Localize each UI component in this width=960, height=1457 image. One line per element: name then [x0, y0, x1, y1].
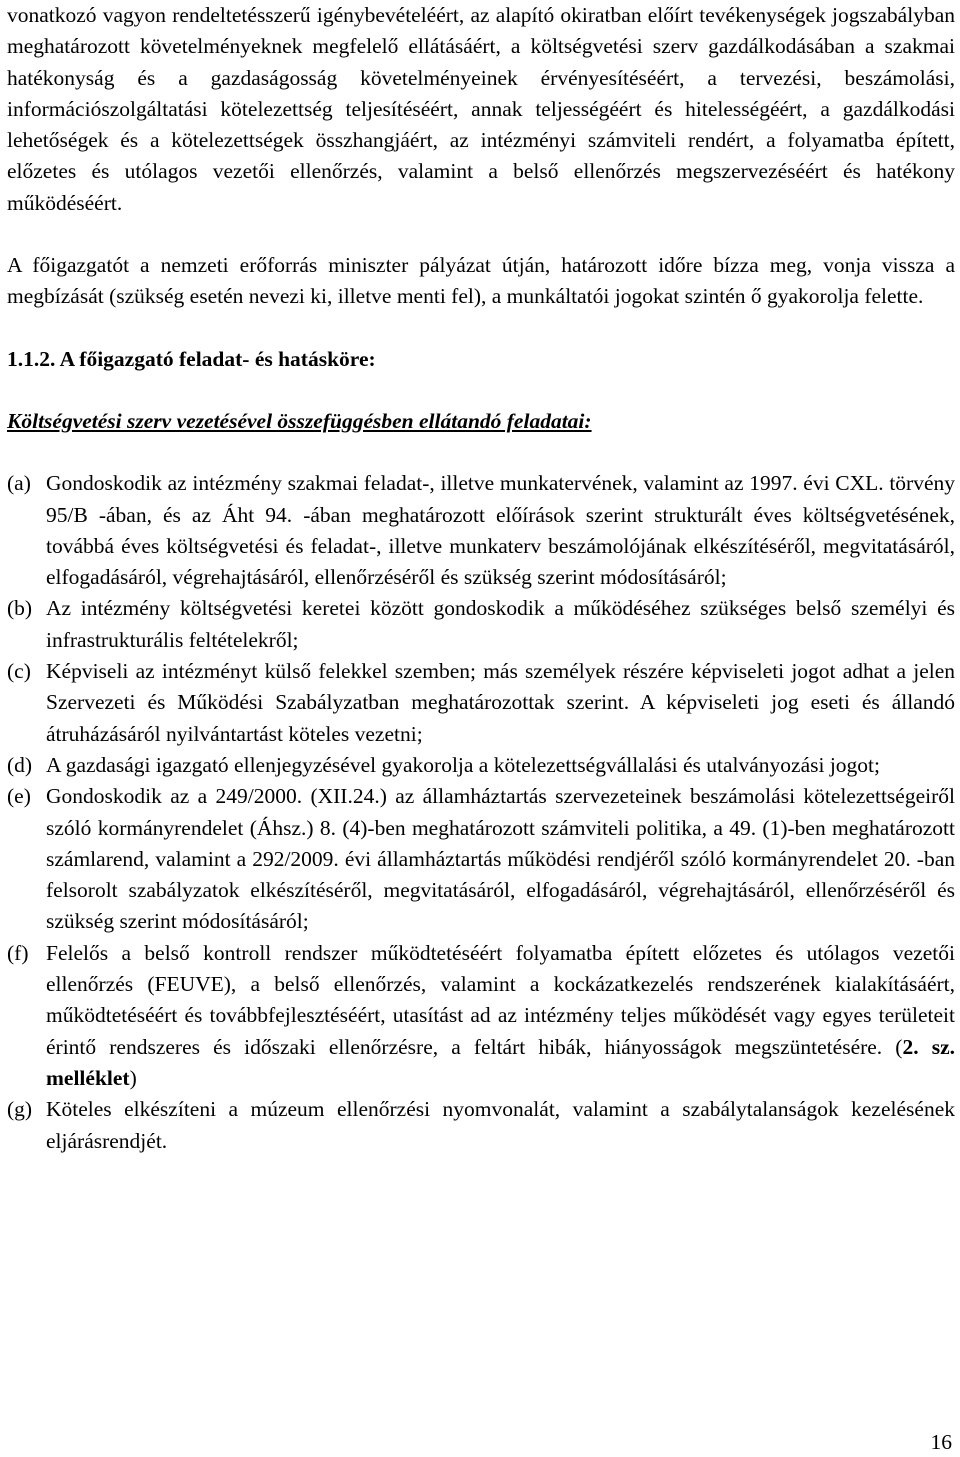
list-marker: (e): [7, 784, 31, 809]
list-item-text: A gazdasági igazgató ellenjegyzésével gyakorolja a kötelezettségvállalási és utalványozási jogot;: [46, 752, 880, 777]
list-item-f: [7, 938, 955, 1094]
paragraph-continuation: vonatkozó vagyon rendeltetésszerű igénybevételéért, az alapító okiratban előírt tevékenységek jogszabályban meghatározott követelményeknek megfelelő ellátásáért, a költségvetési szerv gazdálkodásában a szakmai hatékonyság és a gazdaságosság követelményeinek érvényesítéséért, a tervezési, beszámolási, információszolgáltatási kötelezettség teljesítéséért, annak teljességéért és hitelességéért, a gazdálkodási lehetőségek és a kötelezettségek összhangjáért, az intézményi számviteli rendért, a folyamatba épített, előzetes és utólagos vezetői ellenőrzés, valamint a belső ellenőrzés megszervezéséért és hatékony működéséért.: [7, 3, 955, 215]
list-marker: (c): [7, 659, 31, 684]
list-item-d: [7, 750, 955, 781]
list-marker: (d): [7, 752, 33, 777]
paragraph-appointment: A főigazgatót a nemzeti erőforrás miniszter pályázat útján, határozott időre bízza meg, vonja vissza a megbízását (szükség esetén nevezi ki, illetve menti fel), a munkáltatói jogokat szintén ő gyakorolja felette.: [7, 253, 955, 309]
list-item-a: [7, 468, 955, 593]
list-item-text-main: Felelős a belső kontroll rendszer működtetéséért folyamatba épített előzetes és utólagos vezetői ellenőrzés (FEUVE), a belső ellenőrzés, valamint a kockázatkezelés rendszerének kialakításáért, működtetéséért és továbbfejlesztéséért, utasítást ad az intézmény teljes működését vagy egyes területeit érintő rendszeres és időszaki ellenőrzésre, a feltárt hibák, hiányosságok megszüntetésére. (: [46, 940, 955, 1059]
list-item-text: Képviseli az intézményt külső felekkel szemben; más személyek részére képviseleti jogot adhat a jelen Szervezeti és Működési Szabályzatban meghatározottak szerint. A képviseleti jog eseti és állandó átruházásáról nyilvántartást köteles vezetni;: [46, 659, 955, 746]
page-number: 16: [930, 1430, 952, 1454]
annex-reference: 2. sz. melléklet: [46, 1034, 955, 1090]
document-page: [7, 0, 955, 1157]
list-marker: (f): [7, 940, 29, 965]
list-item-text: Gondoskodik az intézmény szakmai feladat-, illetve munkatervének, valamint az 1997. évi CXL. törvény 95/B -ában, és az Áht 94. -ában meghatározott előírások szerint strukturált éves költségvetésének, továbbá éves költségvetési és feladat-, illetve munkaterv beszámolójának elkészítéséről, megvitatásáról, elfogadásáról, végrehajtásáról, ellenőrzéséről és szükség szerint módosításáról;: [46, 471, 955, 590]
list-item-text: [46, 938, 955, 1094]
list-marker: (b): [7, 596, 33, 621]
list-item-text: Az intézmény költségvetési keretei között gondoskodik a működéséhez szükséges belső személyi és infrastrukturális feltételekről;: [46, 596, 955, 652]
list-marker: (g): [7, 1097, 33, 1122]
list-item-c: [7, 656, 955, 750]
list-item-b: [7, 593, 955, 656]
list-item-g: [7, 1094, 955, 1157]
list-item-e: [7, 781, 955, 937]
subheading: Költségvetési szerv vezetésével összefüggésben ellátandó feladatai:: [7, 408, 592, 433]
list-marker: (a): [7, 471, 31, 496]
closing-parenthesis: ): [129, 1065, 137, 1090]
list-item-text: Gondoskodik az a 249/2000. (XII.24.) az államháztartás szervezeteinek beszámolási kötelezettségeiről szóló kormányrendelet (Áhsz.) 8. (4)-ben meghatározott számviteli politika, a 49. (1)-ben meghatározott számlarend, valamint a 292/2009. évi államháztartás működési rendjéről szóló kormányrendelet 20. -ban felsorolt szabályzatok elkészítéséről, megvitatásáról, elfogadásáról, végrehajtásáról, ellenőrzéséről és szükség szerint módosításáról;: [46, 784, 955, 934]
section-heading: 1.1.2. A főigazgató feladat- és hatásköre:: [7, 346, 376, 371]
duties-list: [7, 468, 955, 1157]
list-item-text: Köteles elkészíteni a múzeum ellenőrzési nyomvonalát, valamint a szabálytalanságok kezelésének eljárásrendjét.: [46, 1097, 955, 1153]
